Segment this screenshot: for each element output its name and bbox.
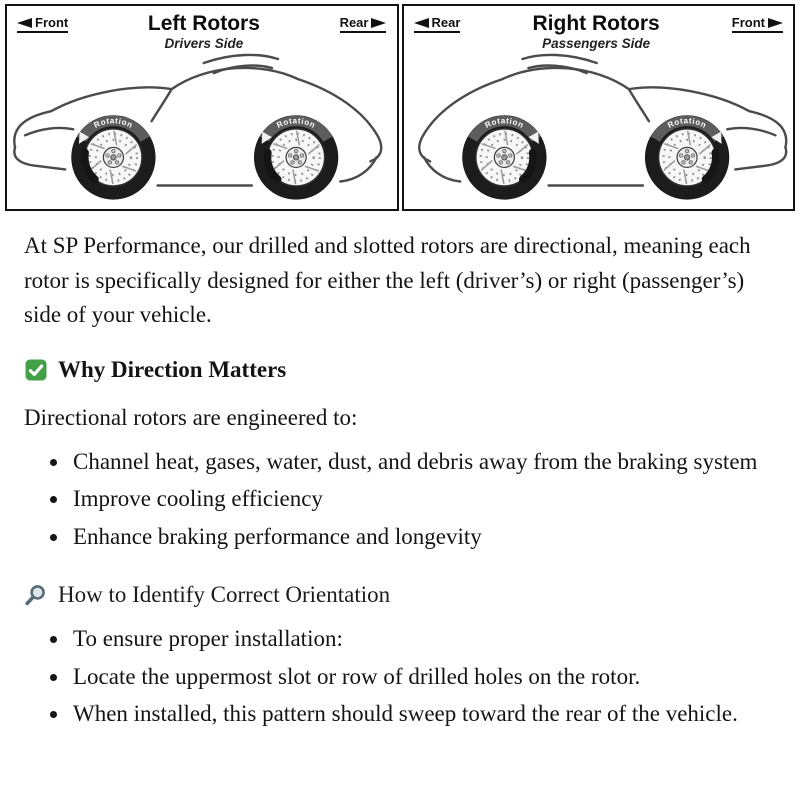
magnifier-icon (24, 583, 48, 607)
panel-title-block (533, 12, 660, 51)
left-panel-header (7, 6, 397, 51)
check-icon (24, 358, 48, 382)
rear-direction-label (340, 15, 387, 33)
why-direction-matters-heading (24, 357, 772, 383)
direction-label-text: Rear (431, 15, 461, 30)
left-arrow-icon (414, 18, 429, 28)
list-item: • Enhance braking performance and longevity (70, 520, 772, 555)
front-direction-label (17, 15, 68, 33)
svg-text:Rotation: Rotation (482, 115, 525, 130)
svg-text:Rotation: Rotation (665, 115, 708, 130)
left-arrow-icon (17, 18, 32, 28)
right-arrow-icon (371, 18, 386, 28)
orientation-list (24, 622, 772, 732)
direction-label-text: Rear (339, 15, 369, 30)
car-rotor-svg (7, 51, 397, 210)
heading-text: Why Direction Matters (58, 356, 287, 382)
right-arrow-icon (768, 18, 783, 28)
list-item: • Locate the uppermost slot or row of drilled holes on the rotor. (70, 660, 772, 695)
right-rotors-panel (402, 4, 796, 211)
car-illustration-right (404, 51, 794, 210)
article-body (0, 223, 800, 732)
orientation-heading (24, 582, 772, 608)
front-direction-label (732, 15, 783, 33)
svg-text:Rotation: Rotation (275, 115, 318, 130)
panel-title: Left Rotors (147, 12, 260, 35)
panel-title: Right Rotors (532, 12, 660, 35)
magnifier-handle (27, 598, 33, 604)
rotor-direction-diagram (5, 4, 795, 211)
benefits-list (24, 445, 772, 555)
car-illustration-left (7, 51, 397, 210)
right-panel-header (404, 6, 794, 51)
car-rotor-svg (404, 51, 794, 210)
panel-title-block (148, 12, 260, 51)
direction-label-text: Front (35, 15, 69, 30)
engineered-to-lead: Directional rotors are engineered to: (24, 404, 358, 430)
heading-text: How to Identify Correct Orientation (58, 582, 391, 608)
svg-text:Rotation: Rotation (92, 115, 135, 130)
panel-subtitle: Passengers Side (542, 35, 651, 51)
direction-label-text: Front (731, 15, 765, 30)
check-icon-bg (26, 359, 47, 380)
panel-subtitle: Drivers Side (164, 35, 244, 51)
left-rotors-panel (5, 4, 399, 211)
list-item: • Channel heat, gases, water, dust, and debris away from the braking system (70, 445, 772, 480)
intro-paragraph: At SP Performance, our drilled and slotted rotors are directional, meaning each rotor is specifically designed for either the left (driver’s) or right (passenger’s) side of your vehicle. (24, 233, 751, 328)
list-item: • When installed, this pattern should sweep toward the rear of the vehicle. (70, 697, 772, 732)
list-item: • Improve cooling efficiency (70, 482, 772, 517)
list-item: • To ensure proper installation: (70, 622, 772, 657)
rear-direction-label (414, 15, 461, 33)
